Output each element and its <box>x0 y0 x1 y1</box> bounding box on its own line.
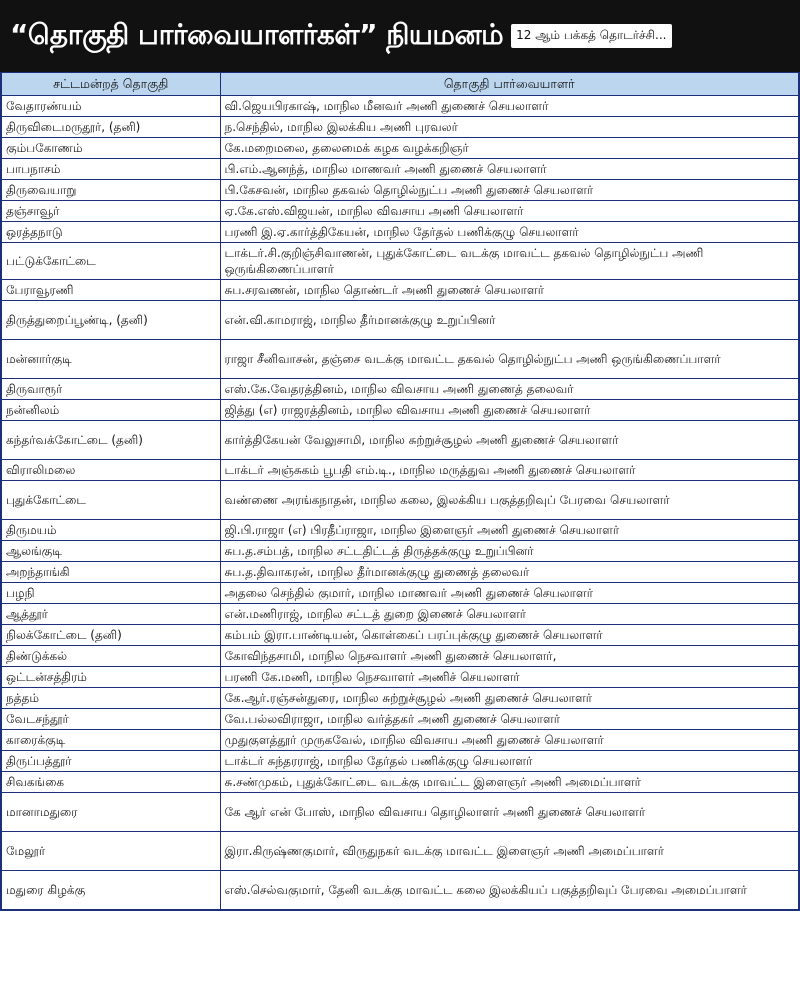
constituency-cell: வேதாரண்யம் <box>1 96 220 117</box>
observer-cell: வண்ணை அரங்கநாதன், மாநில கலை, இலக்கிய பகுத்தறிவுப் பேரவை செயலாளர் <box>220 481 799 520</box>
observer-cell: டாக்டர்.சி.குறிஞ்சிவாணன், புதுக்கோட்டை வடக்கு மாவட்ட தகவல் தொழில்நுட்ப அணி ஒருங்கிணைப்பாளர் <box>220 243 799 280</box>
column-header-constituency: சட்டமன்றத் தொகுதி <box>1 73 220 96</box>
observer-cell: ஜி.பி.ராஜா (எ) பிரதீப்ராஜா, மாநில இளைஞர் அணி துணைச் செயலாளர் <box>220 520 799 541</box>
table-row <box>1 138 799 159</box>
table-row <box>1 222 799 243</box>
constituency-cell: சிவகங்கை <box>1 772 220 793</box>
observer-cell: கோவிந்தசாமி, மாநில நெசவாளர் அணி துணைச் செயலாளர், <box>220 646 799 667</box>
constituency-cell: பாபநாசம் <box>1 159 220 180</box>
observer-cell: பரணி கே.மணி, மாநில நெசவாளர் அணிச் செயலாளர் <box>220 667 799 688</box>
table-row <box>1 180 799 201</box>
table-row <box>1 460 799 481</box>
constituency-cell: ஆத்தூர் <box>1 604 220 625</box>
constituency-cell: மேலூர் <box>1 832 220 871</box>
observer-cell: வே.பல்லவிராஜா, மாநில வர்த்தகர் அணி துணைச் செயலாளர் <box>220 709 799 730</box>
table-row <box>1 751 799 772</box>
table-row <box>1 625 799 646</box>
constituency-cell: திண்டுக்கல் <box>1 646 220 667</box>
observer-cell: முதுகுளத்தூர் முருகவேல், மாநில விவசாய அணி துணைச் செயலாளர் <box>220 730 799 751</box>
constituency-cell: பழநி <box>1 583 220 604</box>
table-row <box>1 201 799 222</box>
observer-cell: கம்பம் இரா.பாண்டியன், கொள்கைப் பரப்புக்குழு துணைச் செயலாளர் <box>220 625 799 646</box>
table-row <box>1 562 799 583</box>
constituency-cell: வேடசந்தூர் <box>1 709 220 730</box>
table-row <box>1 871 799 911</box>
table-row <box>1 583 799 604</box>
table-row <box>1 772 799 793</box>
constituency-cell: விராலிமலை <box>1 460 220 481</box>
observer-cell: பி.எம்.ஆனந்த், மாநில மாணவர் அணி துணைச் செயலாளர் <box>220 159 799 180</box>
observer-cell: சுப.த.சம்பத், மாநில சட்டதிட்டத் திருத்தக்குழு உறுப்பினர் <box>220 541 799 562</box>
table-row <box>1 243 799 280</box>
observer-cell: பரணி இ.ஏ.கார்த்திகேயன், மாநில தேர்தல் பணிக்குழு செயலாளர் <box>220 222 799 243</box>
page-title: “தொகுதி பார்வையாளர்கள்” நியமனம் <box>10 17 504 51</box>
observer-cell: கே.ஆர்.ரஞ்சன்துரை, மாநில சுற்றுச்சூழல் அணி துணைச் செயலாளர் <box>220 688 799 709</box>
observers-table <box>0 72 800 911</box>
observer-cell: என்.மணிராஜ், மாநில சட்டத் துறை இணைச் செயலாளர் <box>220 604 799 625</box>
table-row <box>1 340 799 379</box>
observer-cell: கே ஆர் என் போஸ், மாநில விவசாய தொழிலாளர் அணி துணைச் செயலாளர் <box>220 793 799 832</box>
observer-cell: சு.சண்முகம், புதுக்கோட்டை வடக்கு மாவட்ட இளைஞர் அணி அமைப்பாளர் <box>220 772 799 793</box>
observer-cell: கார்த்திகேயன் வேலுசாமி, மாநில சுற்றுச்சூழல் அணி துணைச் செயலாளர் <box>220 421 799 460</box>
constituency-cell: கும்பகோணம் <box>1 138 220 159</box>
observer-cell: சுப.த.திவாகரன், மாநில தீர்மானக்குழு துணைத் தலைவர் <box>220 562 799 583</box>
constituency-cell: திருவையாறு <box>1 180 220 201</box>
table-row <box>1 604 799 625</box>
table-row <box>1 117 799 138</box>
constituency-cell: திருவாரூர் <box>1 379 220 400</box>
observer-cell: பி.கேசவன், மாநில தகவல் தொழில்நுட்ப அணி துணைச் செயலாளர் <box>220 180 799 201</box>
table-row <box>1 280 799 301</box>
constituency-cell: ஆலங்குடி <box>1 541 220 562</box>
constituency-cell: திருப்பத்தூர் <box>1 751 220 772</box>
constituency-cell: ஒரத்தநாடு <box>1 222 220 243</box>
table-row <box>1 541 799 562</box>
table-row <box>1 709 799 730</box>
constituency-cell: பட்டுக்கோட்டை <box>1 243 220 280</box>
constituency-cell: திருத்துறைப்பூண்டி, (தனி) <box>1 301 220 340</box>
table-row <box>1 301 799 340</box>
constituency-cell: மன்னார்குடி <box>1 340 220 379</box>
constituency-cell: ஒட்டன்சத்திரம் <box>1 667 220 688</box>
observer-cell: ஏ.கே.எஸ்.விஜயன், மாநில விவசாய அணி செயலாளர் <box>220 201 799 222</box>
observer-cell: வி.ஜெயபிரகாஷ், மாநில மீனவர் அணி துணைச் செயலாளர் <box>220 96 799 117</box>
observer-cell: ஜித்து (எ) ராஜரத்தினம், மாநில விவசாய அணி துணைச் செயலாளர் <box>220 400 799 421</box>
observer-cell: என்.வி.காமராஜ், மாநில தீர்மானக்குழு உறுப்பினர் <box>220 301 799 340</box>
header-banner <box>0 0 800 72</box>
constituency-cell: மானாமதுரை <box>1 793 220 832</box>
constituency-cell: கந்தர்வக்கோட்டை (தனி) <box>1 421 220 460</box>
table-row <box>1 730 799 751</box>
column-header-observer: தொகுதி பார்வையாளர் <box>220 73 799 96</box>
table-row <box>1 481 799 520</box>
table-row <box>1 400 799 421</box>
constituency-cell: புதுக்கோட்டை <box>1 481 220 520</box>
constituency-cell: நிலக்கோட்டை (தனி) <box>1 625 220 646</box>
constituency-cell: தஞ்சாவூர் <box>1 201 220 222</box>
observer-cell: அதலை செந்தில் குமார், மாநில மாணவர் அணி துணைச் செயலாளர் <box>220 583 799 604</box>
table-row <box>1 379 799 400</box>
table-row <box>1 520 799 541</box>
constituency-cell: காரைக்குடி <box>1 730 220 751</box>
observer-cell: ந.செந்தில், மாநில இலக்கிய அணி புரவலர் <box>220 117 799 138</box>
observer-cell: கே.மறைமலை, தலைமைக் கழக வழக்கறிஞர் <box>220 138 799 159</box>
table-row <box>1 832 799 871</box>
observer-cell: இரா.கிருஷ்ணகுமார், விருதுநகர் வடக்கு மாவட்ட இளைஞர் அணி அமைப்பாளர் <box>220 832 799 871</box>
constituency-cell: அறந்தாங்கி <box>1 562 220 583</box>
table-row <box>1 96 799 117</box>
constituency-cell: திருவிடைமருதூர், (தனி) <box>1 117 220 138</box>
constituency-cell: நன்னிலம் <box>1 400 220 421</box>
observer-cell: எஸ்.கே.வேதரத்தினம், மாநில விவசாய அணி துணைத் தலைவர் <box>220 379 799 400</box>
observer-cell: ராஜா சீனிவாசன், தஞ்சை வடக்கு மாவட்ட தகவல் தொழில்நுட்ப அணி ஒருங்கிணைப்பாளர் <box>220 340 799 379</box>
table-row <box>1 793 799 832</box>
constituency-cell: மதுரை கிழக்கு <box>1 871 220 911</box>
constituency-cell: திருமயம் <box>1 520 220 541</box>
table-header-row <box>1 73 799 96</box>
constituency-cell: நத்தம் <box>1 688 220 709</box>
observer-cell: டாக்டர் அஞ்சுகம் பூபதி எம்.டி., மாநில மருத்துவ அணி துணைச் செயலாளர் <box>220 460 799 481</box>
table-row <box>1 159 799 180</box>
continuation-label: 12 ஆம் பக்கத் தொடர்ச்சி... <box>511 24 671 48</box>
table-row <box>1 667 799 688</box>
observer-cell: எஸ்.செல்வகுமார், தேனி வடக்கு மாவட்ட கலை இலக்கியப் பகுத்தறிவுப் பேரவை அமைப்பாளர் <box>220 871 799 911</box>
constituency-cell: பேராவூரணி <box>1 280 220 301</box>
observer-cell: சுப.சரவணன், மாநில தொண்டர் அணி துணைச் செயலாளர் <box>220 280 799 301</box>
table-row <box>1 421 799 460</box>
table-row <box>1 646 799 667</box>
table-row <box>1 688 799 709</box>
observer-cell: டாக்டர் சுந்தரராஜ், மாநில தேர்தல் பணிக்குழு செயலாளர் <box>220 751 799 772</box>
